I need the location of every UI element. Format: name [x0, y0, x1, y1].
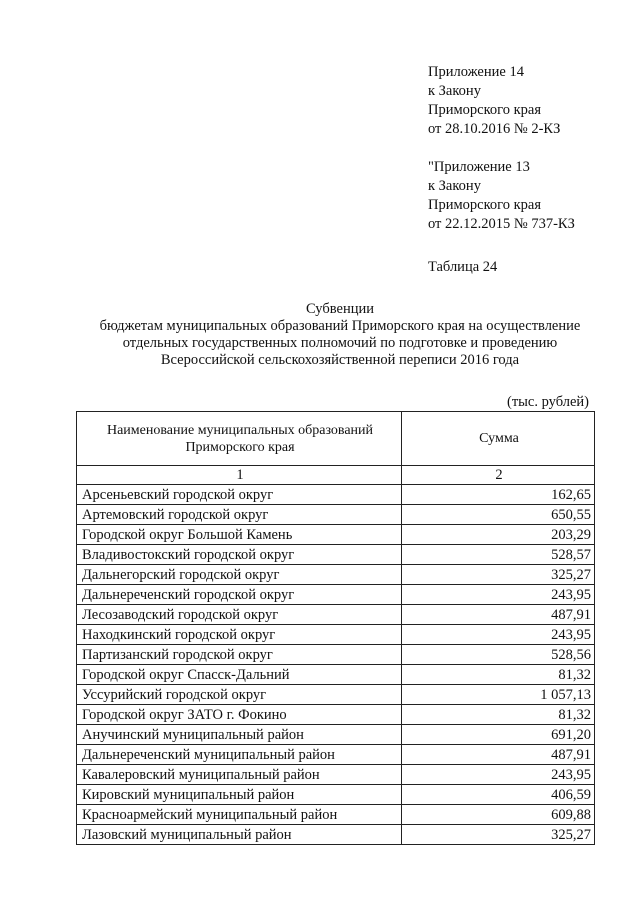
- municipality-name: Лесозаводский городской округ: [77, 605, 402, 625]
- amount-cell: 243,95: [402, 625, 595, 645]
- municipality-name: Городской округ Спасск-Дальний: [77, 665, 402, 685]
- amount-cell: 1 057,13: [402, 685, 595, 705]
- table-row: [77, 605, 595, 625]
- municipality-name: Дальнереченский муниципальный район: [77, 745, 402, 765]
- appendix-14-law: к Закону: [428, 83, 481, 99]
- document-title: [60, 301, 620, 369]
- table-row: [77, 825, 595, 845]
- table-row: [77, 585, 595, 605]
- table-header-row: [77, 412, 595, 466]
- municipality-name: Красноармейский муниципальный район: [77, 805, 402, 825]
- amount-cell: 81,32: [402, 665, 595, 685]
- municipality-name: Дальнереченский городской округ: [77, 585, 402, 605]
- column-number: 1: [77, 466, 402, 485]
- amount-cell: 528,56: [402, 645, 595, 665]
- table-row: [77, 805, 595, 825]
- column-number: 2: [402, 466, 595, 485]
- municipality-name: Лазовский муниципальный район: [77, 825, 402, 845]
- municipality-name: Партизанский городской округ: [77, 645, 402, 665]
- table-row: [77, 505, 595, 525]
- table-row: [77, 645, 595, 665]
- table-row: [77, 665, 595, 685]
- table-row: [77, 565, 595, 585]
- amount-cell: 325,27: [402, 565, 595, 585]
- table-row: [77, 525, 595, 545]
- municipality-name: Находкинский городской округ: [77, 625, 402, 645]
- amount-cell: 203,29: [402, 525, 595, 545]
- appendix-14-title: Приложение 14: [428, 64, 524, 80]
- amount-cell: 487,91: [402, 605, 595, 625]
- municipality-name: Уссурийский городской округ: [77, 685, 402, 705]
- column-header-amount: Сумма: [402, 412, 595, 466]
- amount-cell: 406,59: [402, 785, 595, 805]
- amount-cell: 243,95: [402, 765, 595, 785]
- appendix-14-region: Приморского края: [428, 102, 542, 118]
- municipality-name: Анучинский муниципальный район: [77, 725, 402, 745]
- amount-cell: 528,57: [402, 545, 595, 565]
- title-line: Всероссийской сельскохозяйственной переписи 2016 года: [160, 352, 520, 368]
- amount-cell: 487,91: [402, 745, 595, 765]
- table-row: [77, 765, 595, 785]
- subsidies-table: [76, 411, 595, 845]
- table-row: [77, 785, 595, 805]
- municipality-name: Кировский муниципальный район: [77, 785, 402, 805]
- amount-cell: 243,95: [402, 585, 595, 605]
- municipality-name: Арсеньевский городской округ: [77, 485, 402, 505]
- column-number-row: [77, 466, 595, 485]
- appendix-13-date: от 22.12.2015 № 737-КЗ: [428, 216, 575, 232]
- table-number: Таблица 24: [428, 259, 498, 275]
- table-row: [77, 545, 595, 565]
- municipality-name: Городской округ Большой Камень: [77, 525, 402, 545]
- appendix-13-law: к Закону: [428, 178, 481, 194]
- amount-cell: 162,65: [402, 485, 595, 505]
- amount-cell: 691,20: [402, 725, 595, 745]
- appendix-13-region: Приморского края: [428, 197, 542, 213]
- appendix-13-title: "Приложение 13: [428, 159, 530, 175]
- municipality-name: Дальнегорский городской округ: [77, 565, 402, 585]
- municipality-name: Кавалеровский муниципальный район: [77, 765, 402, 785]
- column-header-name: Наименование муниципальных образований Приморского края: [77, 412, 402, 466]
- table-row: [77, 705, 595, 725]
- units-label: (тыс. рублей): [507, 394, 589, 410]
- amount-cell: 81,32: [402, 705, 595, 725]
- municipality-name: Владивостокский городской округ: [77, 545, 402, 565]
- table-row: [77, 725, 595, 745]
- appendix-14-date: от 28.10.2016 № 2-КЗ: [428, 121, 561, 137]
- amount-cell: 609,88: [402, 805, 595, 825]
- amount-cell: 325,27: [402, 825, 595, 845]
- municipality-name: Артемовский городской округ: [77, 505, 402, 525]
- table-row: [77, 685, 595, 705]
- amount-cell: 650,55: [402, 505, 595, 525]
- table-row: [77, 485, 595, 505]
- title-line: Субвенции: [306, 301, 374, 317]
- title-line: отдельных государственных полномочий по подготовке и проведению: [122, 335, 558, 351]
- title-line: бюджетам муниципальных образований Приморского края на осуществление: [99, 318, 581, 334]
- municipality-name: Городской округ ЗАТО г. Фокино: [77, 705, 402, 725]
- table-row: [77, 625, 595, 645]
- table-row: [77, 745, 595, 765]
